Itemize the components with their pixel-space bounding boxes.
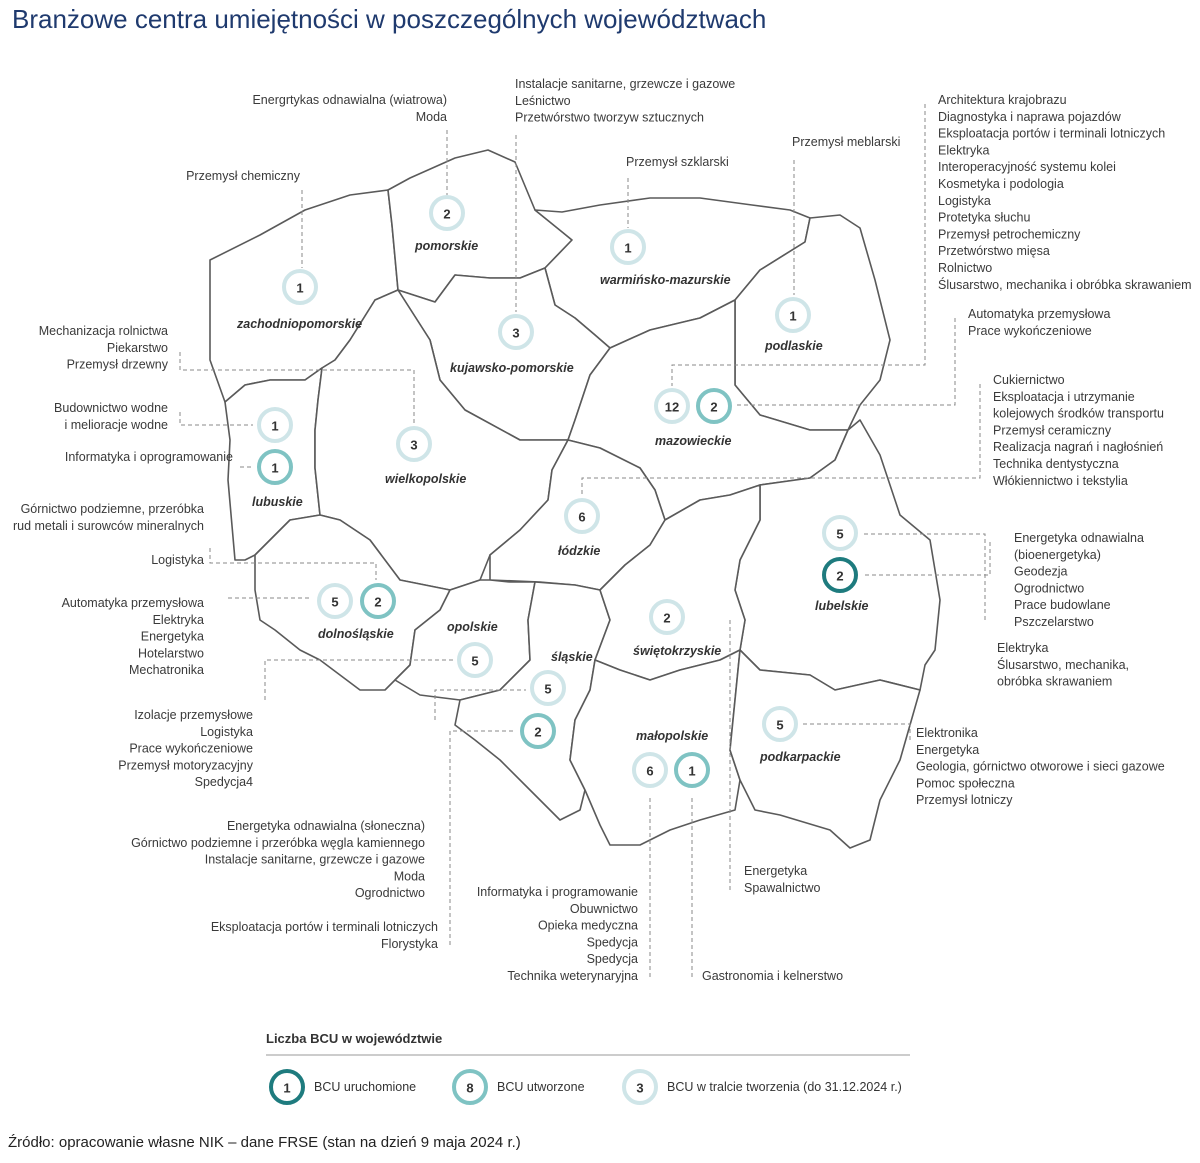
legend-item-uruchomione bbox=[271, 1071, 416, 1103]
badge-dolnoslaskie-tworzenia bbox=[319, 585, 351, 617]
region-name-slaskie: śląskie bbox=[551, 650, 593, 664]
region-name-mazowieckie: mazowieckie bbox=[655, 434, 732, 448]
label-group-dolnoslaskie bbox=[62, 596, 204, 677]
badge-value: 2 bbox=[836, 568, 844, 584]
label-line: Mechatronika bbox=[128, 663, 204, 678]
badge-mazowieckie-utworzone bbox=[698, 390, 730, 422]
label-group-mazowieckie bbox=[968, 307, 1110, 338]
label-line: Spawalnictwo bbox=[744, 880, 821, 895]
label-line: Prace budowlane bbox=[1014, 598, 1111, 613]
label-line: Spedycja4 bbox=[194, 775, 253, 790]
label-line: Leśnictwo bbox=[515, 93, 571, 108]
label-line: Elektronika bbox=[916, 726, 978, 740]
label-line: Logistyka bbox=[151, 553, 204, 567]
label-line: Logistyka bbox=[200, 724, 253, 739]
label-line: Informatyka i programowanie bbox=[476, 885, 638, 899]
legend-label: BCU utworzone bbox=[497, 1080, 585, 1094]
badge-value: 2 bbox=[374, 594, 382, 610]
label-line: Energetyka bbox=[140, 629, 204, 644]
badge-swietokrzyskie-tworzenia bbox=[651, 601, 683, 633]
label-line: Pomoc społeczna bbox=[916, 776, 1015, 791]
badge-value: 2 bbox=[663, 610, 671, 626]
label-line: Górnictwo podziemne, przeróbka bbox=[20, 502, 204, 516]
region-malopolskie bbox=[570, 650, 740, 845]
badge-lubelskie-uruchomione bbox=[824, 559, 856, 591]
label-line: Eksploatacja portów i terminali lotniczych bbox=[938, 126, 1166, 141]
label-line: i melioracje wodne bbox=[64, 417, 168, 432]
badge-value: 1 bbox=[271, 418, 279, 434]
badge-value: 5 bbox=[471, 653, 479, 669]
label-line: Ogrodnictwo bbox=[1014, 581, 1085, 596]
label-group-malopolskie bbox=[702, 969, 843, 983]
label-line: Gastronomia i kelnerstwo bbox=[702, 969, 844, 983]
badge-mazowieckie-tworzenia bbox=[656, 390, 688, 422]
label-line: Prace wykończeniowe bbox=[968, 323, 1092, 338]
label-line: Realizacja nagrań i nagłośnień bbox=[993, 440, 1164, 455]
label-line: Moda bbox=[415, 109, 447, 124]
badge-value: 3 bbox=[512, 325, 520, 341]
label-line: Przetwórstwo mięsa bbox=[938, 244, 1050, 259]
chart-title: Branżowe centra umiejętności w poszczególnych województwach bbox=[12, 4, 767, 34]
label-group-podlaskie bbox=[792, 135, 900, 149]
label-line: Automatyka przemysłowa bbox=[61, 596, 204, 610]
badge-value: 5 bbox=[836, 526, 844, 542]
label-group-lodzkie bbox=[993, 373, 1164, 488]
legend-label: BCU uruchomione bbox=[314, 1080, 417, 1094]
badge-value: 2 bbox=[534, 724, 542, 740]
badge-lubelskie-tworzenia bbox=[824, 517, 856, 549]
label-line: Technika weterynaryjna bbox=[507, 969, 638, 983]
label-line: Geologia, górnictwo otworowe i sieci gazowe bbox=[916, 759, 1165, 774]
label-group-dolnoslaskie bbox=[151, 553, 204, 567]
label-group-dolnoslaskie bbox=[13, 502, 204, 533]
badge-lubuskie-utworzone bbox=[259, 451, 291, 483]
label-line: Instalacje sanitarne, grzewcze i gazowe bbox=[204, 852, 425, 867]
badge-value: 1 bbox=[271, 460, 279, 476]
label-line: Przemysł szklarski bbox=[626, 155, 729, 169]
region-name-lubelskie: lubelskie bbox=[815, 599, 869, 613]
badge-value: 1 bbox=[624, 240, 632, 256]
label-line: Przetwórstwo tworzyw sztucznych bbox=[515, 110, 704, 125]
region-name-dolnoslaskie: dolnośląskie bbox=[318, 627, 394, 641]
label-line: Włókiennictwo i tekstylia bbox=[993, 473, 1128, 488]
label-line: Elektryka bbox=[152, 612, 204, 627]
label-group-swietokrzyskie bbox=[744, 864, 820, 895]
label-group-lubelskie bbox=[997, 641, 1129, 689]
label-line: Ogrodnictwo bbox=[354, 886, 425, 901]
label-group-podkarpackie bbox=[916, 726, 1165, 807]
label-line: Górnictwo podziemne i przeróbka węgla kamiennego bbox=[131, 835, 425, 850]
badge-value: 2 bbox=[443, 206, 451, 222]
badge-podlaskie-tworzenia bbox=[777, 299, 809, 331]
label-line: Mechanizacja rolnictwa bbox=[38, 324, 168, 338]
label-group-slaskie bbox=[131, 819, 425, 900]
label-line: Geodezja bbox=[1014, 564, 1068, 579]
badge-slaskie-tworzenia bbox=[532, 672, 564, 704]
badge-malopolskie-utworzone bbox=[676, 754, 708, 786]
label-line: Energetyka odnawialna (słoneczna) bbox=[226, 819, 425, 833]
badge-value: 1 bbox=[789, 308, 797, 324]
label-line: Przemysł drzewny bbox=[66, 357, 168, 372]
badge-value: 12 bbox=[664, 399, 680, 415]
legend-sample: 3 bbox=[636, 1080, 644, 1096]
label-line: Elektryka bbox=[938, 143, 990, 158]
region-name-kujawsko-pomorskie: kujawsko-pomorskie bbox=[450, 361, 574, 375]
label-line: Izolacje przemysłowe bbox=[134, 708, 253, 722]
label-line: Rolnictwo bbox=[938, 261, 993, 275]
label-line: Informatyka i oprogramowanie bbox=[64, 450, 233, 464]
label-line: Energetyka bbox=[916, 742, 980, 757]
label-line: Przemysł chemiczny bbox=[186, 169, 300, 183]
legend bbox=[266, 1031, 910, 1103]
label-line: Spedycja bbox=[586, 952, 638, 967]
badge-value: 3 bbox=[410, 437, 418, 453]
badge-dolnoslaskie-utworzone bbox=[362, 585, 394, 617]
label-line: Architektura krajobrazu bbox=[938, 93, 1067, 107]
region-name-swietokrzyskie: świętokrzyskie bbox=[633, 644, 722, 658]
label-line: Budownictwo wodne bbox=[54, 401, 168, 415]
label-group-slaskie bbox=[211, 920, 438, 951]
badge-zachodniopomorskie-tworzenia bbox=[284, 271, 316, 303]
label-line: Spedycja bbox=[586, 935, 638, 950]
label-line: Ślusarstwo, mechanika i obróbka skrawaniem bbox=[938, 277, 1192, 292]
legend-sample: 1 bbox=[283, 1080, 291, 1096]
label-line: Eksploatacja i utrzymanie bbox=[993, 389, 1135, 404]
label-line: kolejowych środków transportu bbox=[993, 406, 1164, 421]
badge-warminsko-mazurskie-tworzenia bbox=[612, 231, 644, 263]
region-name-zachodniopomorskie: zachodniopomorskie bbox=[237, 317, 363, 331]
label-line: Przemysł lotniczy bbox=[916, 793, 1013, 808]
badge-value: 6 bbox=[646, 763, 654, 779]
source-note: Źródło: opracowanie własne NIK – dane FRSE (stan na dzień 9 maja 2024 r.) bbox=[8, 1134, 521, 1151]
label-line: Cukiernictwo bbox=[993, 373, 1065, 387]
badge-pomorskie-tworzenia bbox=[431, 197, 463, 229]
badge-malopolskie-tworzenia bbox=[634, 754, 666, 786]
legend-item-tworzenia bbox=[624, 1071, 902, 1103]
label-line: Przemysł meblarski bbox=[792, 135, 901, 149]
badge-value: 2 bbox=[710, 399, 718, 415]
label-group-malopolskie bbox=[477, 885, 638, 983]
label-line: Energetyka odnawialna bbox=[1014, 531, 1144, 545]
label-line: Energrtykas odnawialna (wiatrowa) bbox=[252, 93, 447, 107]
label-line: Automatyka przemysłowa bbox=[968, 307, 1111, 321]
label-line: Piekarstwo bbox=[106, 340, 168, 355]
badge-value: 5 bbox=[331, 594, 339, 610]
label-line: Instalacje sanitarne, grzewcze i gazowe bbox=[515, 77, 736, 91]
label-line: Interoperacyjność systemu kolei bbox=[938, 160, 1116, 175]
badge-podkarpackie-tworzenia bbox=[764, 708, 796, 740]
label-line: Pszczelarstwo bbox=[1014, 615, 1094, 629]
label-line: Opieka medyczna bbox=[537, 918, 638, 933]
label-line: Kosmetyka i podologia bbox=[938, 177, 1064, 191]
label-line: Przemysł ceramiczny bbox=[993, 423, 1112, 438]
legend-item-utworzone bbox=[454, 1071, 585, 1103]
badge-value: 5 bbox=[776, 717, 784, 733]
label-line: Energetyka bbox=[744, 864, 808, 878]
label-group-pomorskie bbox=[252, 93, 447, 124]
region-name-lubuskie: lubuskie bbox=[252, 495, 303, 509]
badge-value: 5 bbox=[544, 681, 552, 697]
label-line: Logistyka bbox=[938, 193, 991, 208]
label-line: Przemysł petrochemiczny bbox=[938, 227, 1081, 242]
badge-lubuskie-tworzenia bbox=[259, 409, 291, 441]
label-line: Protetyka słuchu bbox=[938, 210, 1031, 225]
region-name-malopolskie: małopolskie bbox=[636, 729, 709, 743]
region-name-wielkopolskie: wielkopolskie bbox=[385, 472, 467, 486]
label-group-zachodniopomorskie bbox=[186, 169, 301, 183]
badge-wielkopolskie-tworzenia bbox=[398, 428, 430, 460]
label-group-lubuskie bbox=[65, 450, 233, 464]
legend-title: Liczba BCU w województwie bbox=[266, 1031, 443, 1046]
label-line: Obuwnictwo bbox=[569, 901, 638, 916]
label-line: Prace wykończeniowe bbox=[129, 741, 253, 756]
label-line: Technika dentystyczna bbox=[993, 457, 1119, 471]
badge-value: 1 bbox=[688, 763, 696, 779]
label-line: (bioenergetyka) bbox=[1014, 547, 1101, 562]
label-line: Eksploatacja portów i terminali lotniczych bbox=[210, 920, 438, 934]
label-line: Ślusarstwo, mechanika, bbox=[997, 657, 1130, 672]
legend-label: BCU w tralcie tworzenia (do 31.12.2024 r.) bbox=[667, 1080, 902, 1094]
region-name-lodzkie: łódzkie bbox=[558, 544, 601, 558]
label-group-mazowieckie bbox=[938, 93, 1192, 292]
label-group-warminsko-mazurskie bbox=[626, 155, 729, 169]
label-line: Florystyka bbox=[381, 936, 438, 951]
regions-layer bbox=[210, 150, 940, 848]
badge-kujawsko-pomorskie-tworzenia bbox=[500, 316, 532, 348]
label-line: Elektryka bbox=[997, 641, 1049, 655]
badge-value: 1 bbox=[296, 280, 304, 296]
region-name-podkarpackie: podkarpackie bbox=[760, 750, 841, 764]
legend-items bbox=[271, 1071, 902, 1103]
label-group-lubuskie bbox=[54, 401, 168, 432]
label-line: rud metali i surowców mineralnych bbox=[12, 518, 204, 533]
label-group-opolskie bbox=[118, 708, 253, 789]
badge-lodzkie-tworzenia bbox=[566, 500, 598, 532]
label-line: Hotelarstwo bbox=[138, 646, 204, 661]
label-line: Moda bbox=[393, 869, 425, 884]
label-group-kujawsko-pomorskie bbox=[515, 77, 735, 125]
region-name-pomorskie: pomorskie bbox=[415, 239, 479, 253]
label-line: obróbka skrawaniem bbox=[997, 674, 1113, 689]
region-name-opolskie: opolskie bbox=[447, 620, 498, 634]
region-name-warminsko-mazurskie: warmińsko-mazurskie bbox=[600, 273, 731, 287]
region-name-podlaskie: podlaskie bbox=[765, 339, 823, 353]
label-group-lubelskie bbox=[1014, 531, 1144, 629]
label-line: Przemysł motoryzacyjny bbox=[118, 758, 253, 773]
badge-value: 6 bbox=[578, 509, 586, 525]
badge-slaskie-utworzone bbox=[522, 715, 554, 747]
label-line: Diagnostyka i naprawa pojazdów bbox=[938, 109, 1121, 124]
legend-sample: 8 bbox=[466, 1080, 474, 1096]
badge-opolskie-tworzenia bbox=[459, 644, 491, 676]
label-group-wielkopolskie bbox=[39, 324, 169, 372]
